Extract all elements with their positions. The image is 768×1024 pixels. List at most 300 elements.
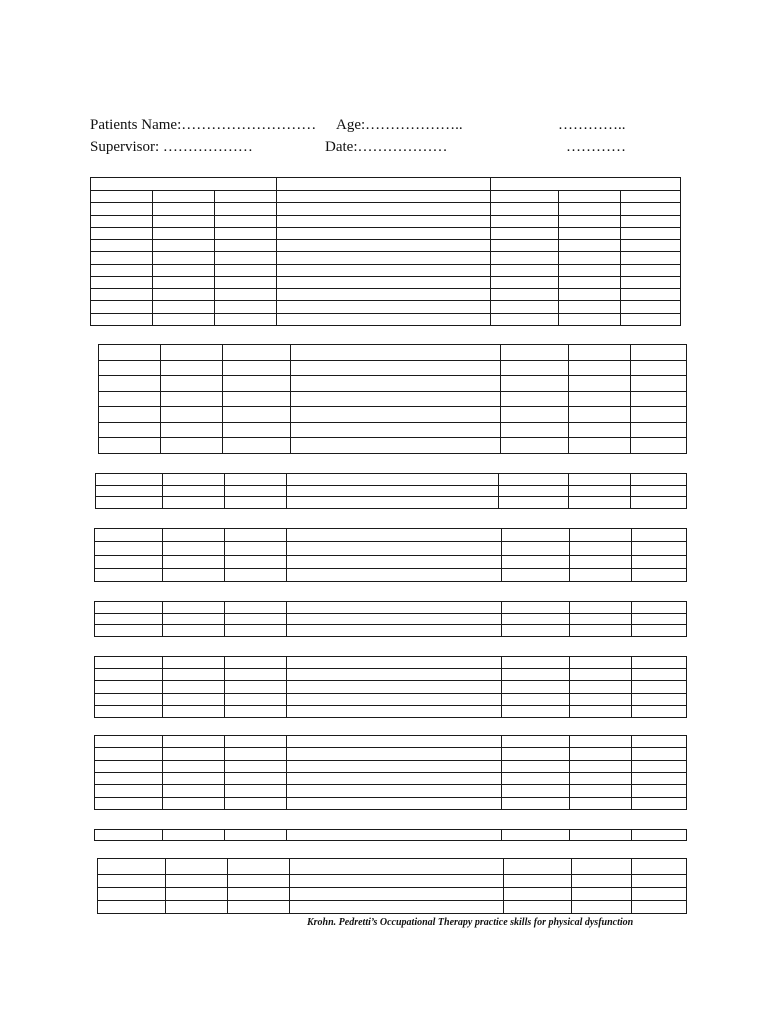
table-cell[interactable] [502,669,570,681]
table-cell[interactable] [570,785,632,797]
table-cell[interactable] [161,391,223,407]
table-cell[interactable] [570,568,632,581]
table-cell[interactable] [277,289,491,301]
table-cell[interactable] [99,422,161,438]
table-cell[interactable] [631,345,687,361]
table-cell[interactable] [163,693,225,705]
table-cell[interactable] [569,407,631,423]
table-cell[interactable] [570,693,632,705]
table-cell[interactable] [161,422,223,438]
table-cell[interactable] [225,669,287,681]
table-cell[interactable] [225,542,287,555]
table-cell[interactable] [572,859,632,875]
table-cell[interactable] [570,830,632,841]
table-cell[interactable] [570,602,632,614]
table-cell[interactable] [225,772,287,784]
table-cell[interactable] [501,438,569,454]
table-cell[interactable] [95,542,163,555]
table-cell[interactable] [632,736,687,748]
table-cell[interactable] [96,474,163,486]
table-cell[interactable] [287,760,502,772]
table-cell[interactable] [572,901,632,914]
table-cell[interactable] [153,191,215,203]
table-cell[interactable] [215,313,277,325]
table-cell[interactable] [215,240,277,252]
table-cell[interactable] [287,797,502,809]
table-cell[interactable] [163,830,225,841]
table-cell[interactable] [632,797,687,809]
table-cell[interactable] [225,797,287,809]
table-cell[interactable] [95,613,163,625]
table-cell[interactable] [99,345,161,361]
table-cell[interactable] [559,191,621,203]
table-cell[interactable] [569,360,631,376]
table-cell[interactable] [290,901,504,914]
table-cell[interactable] [277,215,491,227]
table-cell[interactable] [502,705,570,717]
table-cell[interactable] [95,736,163,748]
table-cell[interactable] [570,529,632,542]
table-cell[interactable] [559,301,621,313]
table-cell[interactable] [632,613,687,625]
table-cell[interactable] [99,391,161,407]
table-cell[interactable] [215,227,277,239]
table-cell[interactable] [99,407,161,423]
table-cell[interactable] [228,901,290,914]
table-cell[interactable] [632,625,687,637]
table-cell[interactable] [99,438,161,454]
table-cell[interactable] [163,736,225,748]
table-cell[interactable] [502,797,570,809]
table-cell[interactable] [228,859,290,875]
table-cell[interactable] [163,748,225,760]
table-cell[interactable] [632,901,687,914]
table-cell[interactable] [95,830,163,841]
table-cell[interactable] [99,376,161,392]
table-cell[interactable] [98,901,166,914]
table-cell[interactable] [225,602,287,614]
table-cell[interactable] [570,760,632,772]
table-cell[interactable] [502,693,570,705]
table-cell[interactable] [559,276,621,288]
table-cell[interactable] [91,203,153,215]
table-cell[interactable] [559,252,621,264]
table-cell[interactable] [287,602,502,614]
table-cell[interactable] [621,276,681,288]
table-cell[interactable] [225,529,287,542]
table-cell[interactable] [491,203,559,215]
table-cell[interactable] [153,289,215,301]
table-cell[interactable] [225,736,287,748]
table-cell[interactable] [632,772,687,784]
table-cell[interactable] [491,264,559,276]
table-cell[interactable] [569,438,631,454]
table-cell[interactable] [559,289,621,301]
table-cell[interactable] [632,830,687,841]
table-cell[interactable] [632,568,687,581]
table-cell[interactable] [621,289,681,301]
table-cell[interactable] [291,376,501,392]
table-cell[interactable] [569,376,631,392]
table-cell[interactable] [287,474,499,486]
table-cell[interactable] [95,625,163,637]
table-cell[interactable] [570,736,632,748]
table-cell[interactable] [163,568,225,581]
table-cell[interactable] [570,772,632,784]
table-cell[interactable] [631,376,687,392]
table-cell[interactable] [95,693,163,705]
table-cell[interactable] [499,485,569,497]
table-cell[interactable] [163,602,225,614]
table-cell[interactable] [153,252,215,264]
table-cell[interactable] [91,178,277,191]
table-cell[interactable] [632,602,687,614]
table-cell[interactable] [502,657,570,669]
table-cell[interactable] [502,748,570,760]
table-cell[interactable] [502,785,570,797]
table-cell[interactable] [98,859,166,875]
table-cell[interactable] [223,376,291,392]
table-cell[interactable] [277,252,491,264]
table-cell[interactable] [502,568,570,581]
table-cell[interactable] [153,276,215,288]
table-cell[interactable] [287,681,502,693]
table-cell[interactable] [153,227,215,239]
table-cell[interactable] [163,785,225,797]
table-cell[interactable] [277,203,491,215]
table-cell[interactable] [277,276,491,288]
table-cell[interactable] [504,875,572,888]
table-cell[interactable] [95,568,163,581]
table-cell[interactable] [570,669,632,681]
table-cell[interactable] [501,407,569,423]
table-cell[interactable] [95,772,163,784]
table-cell[interactable] [570,555,632,568]
table-cell[interactable] [632,669,687,681]
table-cell[interactable] [632,875,687,888]
table-cell[interactable] [501,391,569,407]
table-cell[interactable] [621,252,681,264]
table-cell[interactable] [166,875,228,888]
table-cell[interactable] [491,289,559,301]
table-cell[interactable] [287,613,502,625]
table-cell[interactable] [632,657,687,669]
table-cell[interactable] [98,875,166,888]
table-cell[interactable] [91,301,153,313]
table-cell[interactable] [215,276,277,288]
table-cell[interactable] [621,240,681,252]
table-cell[interactable] [502,760,570,772]
table-cell[interactable] [632,681,687,693]
table-cell[interactable] [95,681,163,693]
table-cell[interactable] [621,227,681,239]
table-cell[interactable] [225,760,287,772]
table-cell[interactable] [502,681,570,693]
table-cell[interactable] [225,785,287,797]
table-cell[interactable] [631,422,687,438]
table-cell[interactable] [291,407,501,423]
table-cell[interactable] [91,313,153,325]
table-cell[interactable] [153,203,215,215]
table-cell[interactable] [621,313,681,325]
table-cell[interactable] [95,529,163,542]
table-cell[interactable] [95,657,163,669]
table-cell[interactable] [223,407,291,423]
table-cell[interactable] [491,178,681,191]
table-cell[interactable] [223,360,291,376]
table-cell[interactable] [501,422,569,438]
table-cell[interactable] [569,345,631,361]
table-cell[interactable] [491,215,559,227]
table-cell[interactable] [569,391,631,407]
table-cell[interactable] [287,657,502,669]
table-cell[interactable] [287,542,502,555]
table-cell[interactable] [491,240,559,252]
table-cell[interactable] [163,797,225,809]
table-cell[interactable] [91,227,153,239]
table-cell[interactable] [491,227,559,239]
table-cell[interactable] [215,301,277,313]
table-cell[interactable] [153,264,215,276]
table-cell[interactable] [166,901,228,914]
table-cell[interactable] [570,797,632,809]
table-cell[interactable] [91,215,153,227]
table-cell[interactable] [291,345,501,361]
table-cell[interactable] [153,240,215,252]
table-cell[interactable] [569,485,631,497]
table-cell[interactable] [163,657,225,669]
table-cell[interactable] [570,625,632,637]
table-cell[interactable] [631,485,687,497]
table-cell[interactable] [215,289,277,301]
table-cell[interactable] [277,227,491,239]
table-cell[interactable] [502,625,570,637]
table-cell[interactable] [163,474,225,486]
table-cell[interactable] [559,227,621,239]
table-cell[interactable] [570,613,632,625]
table-cell[interactable] [501,345,569,361]
table-cell[interactable] [277,313,491,325]
table-cell[interactable] [223,422,291,438]
table-cell[interactable] [632,859,687,875]
table-cell[interactable] [499,474,569,486]
table-cell[interactable] [632,555,687,568]
table-cell[interactable] [287,830,502,841]
table-cell[interactable] [163,529,225,542]
table-cell[interactable] [502,529,570,542]
table-cell[interactable] [161,407,223,423]
table-cell[interactable] [632,785,687,797]
table-cell[interactable] [287,772,502,784]
table-cell[interactable] [290,875,504,888]
table-cell[interactable] [163,625,225,637]
table-cell[interactable] [502,555,570,568]
table-cell[interactable] [291,422,501,438]
table-cell[interactable] [287,555,502,568]
table-cell[interactable] [632,529,687,542]
table-cell[interactable] [95,602,163,614]
table-cell[interactable] [287,669,502,681]
table-cell[interactable] [621,203,681,215]
table-cell[interactable] [223,391,291,407]
table-cell[interactable] [153,313,215,325]
table-cell[interactable] [632,888,687,901]
table-cell[interactable] [225,657,287,669]
table-cell[interactable] [632,705,687,717]
table-cell[interactable] [153,301,215,313]
table-cell[interactable] [95,669,163,681]
table-cell[interactable] [228,888,290,901]
table-cell[interactable] [215,264,277,276]
table-cell[interactable] [225,681,287,693]
table-cell[interactable] [491,276,559,288]
table-cell[interactable] [502,613,570,625]
table-cell[interactable] [163,542,225,555]
table-cell[interactable] [163,555,225,568]
table-cell[interactable] [163,613,225,625]
table-cell[interactable] [161,345,223,361]
table-cell[interactable] [631,391,687,407]
table-cell[interactable] [287,625,502,637]
table-cell[interactable] [215,252,277,264]
table-cell[interactable] [223,345,291,361]
table-cell[interactable] [96,497,163,509]
table-cell[interactable] [287,497,499,509]
table-cell[interactable] [163,485,225,497]
table-cell[interactable] [502,542,570,555]
table-cell[interactable] [225,830,287,841]
table-cell[interactable] [161,360,223,376]
table-cell[interactable] [570,657,632,669]
table-cell[interactable] [91,191,153,203]
table-cell[interactable] [631,438,687,454]
table-cell[interactable] [491,252,559,264]
table-cell[interactable] [502,830,570,841]
table-cell[interactable] [277,191,491,203]
table-cell[interactable] [621,215,681,227]
table-cell[interactable] [570,705,632,717]
table-cell[interactable] [621,191,681,203]
table-cell[interactable] [215,203,277,215]
table-cell[interactable] [559,264,621,276]
table-cell[interactable] [91,240,153,252]
table-cell[interactable] [166,888,228,901]
table-cell[interactable] [570,542,632,555]
table-cell[interactable] [287,748,502,760]
table-cell[interactable] [91,276,153,288]
table-cell[interactable] [225,568,287,581]
table-cell[interactable] [163,760,225,772]
table-cell[interactable] [225,485,287,497]
table-cell[interactable] [621,264,681,276]
table-cell[interactable] [287,705,502,717]
table-cell[interactable] [277,240,491,252]
table-cell[interactable] [225,474,287,486]
table-cell[interactable] [163,681,225,693]
table-cell[interactable] [163,669,225,681]
table-cell[interactable] [287,529,502,542]
table-cell[interactable] [569,474,631,486]
table-cell[interactable] [504,901,572,914]
table-cell[interactable] [491,191,559,203]
table-cell[interactable] [215,191,277,203]
table-cell[interactable] [163,497,225,509]
table-cell[interactable] [291,438,501,454]
table-cell[interactable] [225,705,287,717]
table-cell[interactable] [161,376,223,392]
table-cell[interactable] [569,497,631,509]
table-cell[interactable] [632,693,687,705]
table-cell[interactable] [153,215,215,227]
table-cell[interactable] [277,178,491,191]
table-cell[interactable] [95,760,163,772]
table-cell[interactable] [559,203,621,215]
table-cell[interactable] [290,888,504,901]
table-cell[interactable] [277,264,491,276]
table-cell[interactable] [632,542,687,555]
table-cell[interactable] [570,681,632,693]
table-cell[interactable] [277,301,491,313]
table-cell[interactable] [287,485,499,497]
table-cell[interactable] [621,301,681,313]
table-cell[interactable] [225,748,287,760]
table-cell[interactable] [91,252,153,264]
table-cell[interactable] [491,301,559,313]
table-cell[interactable] [287,568,502,581]
table-cell[interactable] [225,555,287,568]
table-cell[interactable] [91,264,153,276]
table-cell[interactable] [504,859,572,875]
table-cell[interactable] [504,888,572,901]
table-cell[interactable] [163,772,225,784]
table-cell[interactable] [95,705,163,717]
table-cell[interactable] [570,748,632,760]
table-cell[interactable] [95,748,163,760]
table-cell[interactable] [501,360,569,376]
table-cell[interactable] [291,391,501,407]
table-cell[interactable] [572,875,632,888]
table-cell[interactable] [501,376,569,392]
table-cell[interactable] [502,736,570,748]
table-cell[interactable] [225,497,287,509]
table-cell[interactable] [95,785,163,797]
table-cell[interactable] [225,693,287,705]
table-cell[interactable] [290,859,504,875]
table-cell[interactable] [632,760,687,772]
table-cell[interactable] [572,888,632,901]
table-cell[interactable] [569,422,631,438]
table-cell[interactable] [98,888,166,901]
table-cell[interactable] [502,602,570,614]
table-cell[interactable] [631,360,687,376]
table-cell[interactable] [631,407,687,423]
table-cell[interactable] [166,859,228,875]
table-cell[interactable] [228,875,290,888]
table-cell[interactable] [631,497,687,509]
table-cell[interactable] [223,438,291,454]
table-cell[interactable] [163,705,225,717]
table-cell[interactable] [287,693,502,705]
table-cell[interactable] [91,289,153,301]
table-cell[interactable] [161,438,223,454]
table-cell[interactable] [499,497,569,509]
table-cell[interactable] [559,215,621,227]
table-cell[interactable] [225,625,287,637]
table-cell[interactable] [559,313,621,325]
table-cell[interactable] [95,797,163,809]
table-cell[interactable] [95,555,163,568]
table-cell[interactable] [99,360,161,376]
